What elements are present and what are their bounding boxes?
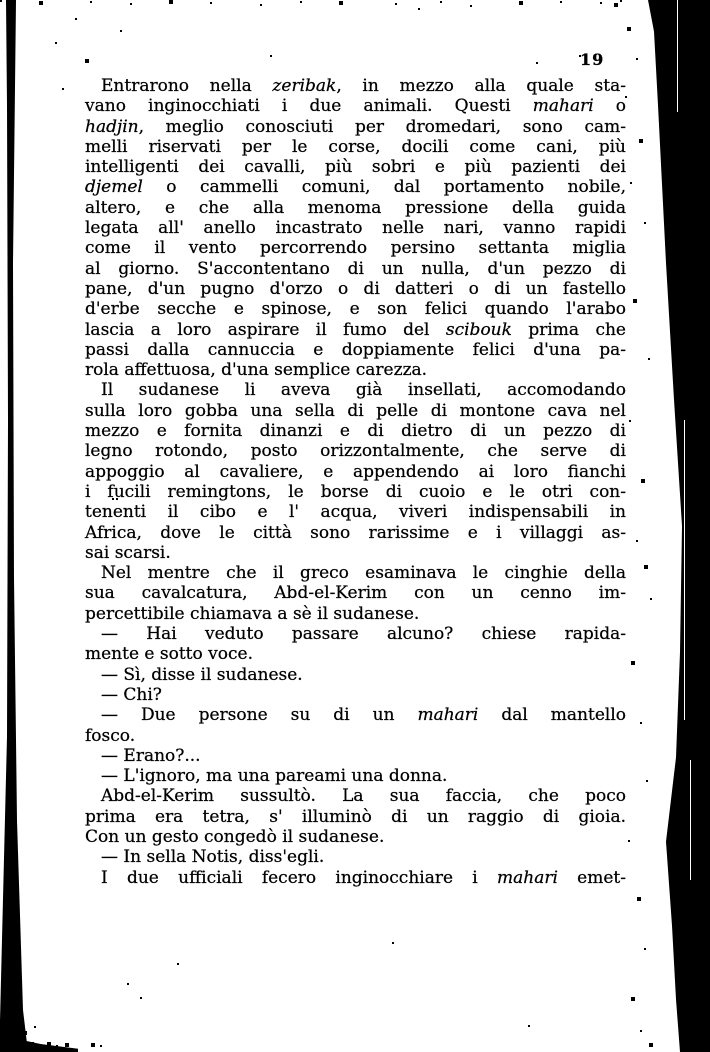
text-line: — Sì, disse il sudanese. xyxy=(101,664,303,685)
scan-edge-right xyxy=(630,0,710,1052)
text-line: come il vento percorrendo persino settanta miglia xyxy=(85,238,626,259)
text-line: al giorno. S'accontentano di un nulla, d'un pezzo di xyxy=(85,258,626,279)
text-line: Africa, dove le città sono rarissime e i villaggi as- xyxy=(85,522,626,543)
scan-scratch xyxy=(684,420,685,720)
text-line: lascia a loro aspirare il fumo del scibouk prima che xyxy=(85,319,626,340)
text-line: Nel mentre che il greco esaminava le cinghie della xyxy=(101,563,626,584)
scan-speckles-body xyxy=(0,0,2,2)
text-line: hadjin, meglio conosciuti per dromedari, sono cam- xyxy=(85,116,626,137)
text-line: tenenti il cibo e l' acqua, viveri indispensabili in xyxy=(85,502,626,523)
scan-blot-bottom-left xyxy=(0,1036,78,1052)
text-line: vano inginocchiati i due animali. Questi mahari o xyxy=(85,96,627,117)
text-block xyxy=(85,76,626,888)
text-line: percettibile chiamava a sè il sudanese. xyxy=(85,603,420,624)
text-line: mezzo e fornita dinanzi e di dietro di un pezzo di xyxy=(85,421,626,442)
text-line: — In sella Notis, diss'egli. xyxy=(101,847,325,868)
text-line: intelligenti dei cavalli, più sobri e più pazienti dei xyxy=(85,157,626,178)
scan-speckles-bottom xyxy=(0,1040,2,1042)
text-line: mente e sotto voce. xyxy=(85,644,253,665)
text-line: djemel o cammelli comuni, dal portamento nobile, xyxy=(85,177,626,198)
text-line: fosco. xyxy=(85,725,136,746)
text-line: Il sudanese li aveva già insellati, accomodando xyxy=(101,380,626,401)
text-line: — Due persone su di un mahari dal mantello xyxy=(101,705,626,726)
page-number: 19 xyxy=(580,50,605,69)
text-line: I due ufficiali fecero inginocchiare i mahari emet- xyxy=(101,867,626,888)
text-line: appoggio al cavaliere, e appendendo ai loro fianchi xyxy=(85,461,626,482)
text-line: Entrarono nella zeribak, in mezzo alla quale sta- xyxy=(101,76,626,96)
scan-scratch xyxy=(677,0,678,112)
binding-shadow-left xyxy=(0,0,30,1052)
text-line: legno rotondo, posto orizzontalmente, che serve di xyxy=(85,441,626,462)
text-line: sulla loro gobba una sella di pelle di montone cava nel xyxy=(85,400,626,421)
text-line: rola affettuosa, d'una semplice carezza. xyxy=(85,360,428,381)
scan-speckles-right xyxy=(620,0,622,2)
text-line: melli riservati per le corse, docili come cani, più xyxy=(85,136,626,157)
text-line: sai scarsi. xyxy=(85,542,171,563)
text-line: altero, e che alla menoma pressione della guida xyxy=(85,197,626,218)
text-line: passi dalla cannuccia e doppiamente felici d'una pa- xyxy=(85,339,626,360)
text-line: — Chi? xyxy=(101,684,162,705)
text-line: prima era tetra, s' illuminò di un raggio di gioia. xyxy=(85,806,626,827)
scan-scratch xyxy=(690,760,691,880)
text-line: pane, d'un pugno d'orzo o di datteri o di un fastello xyxy=(85,278,626,299)
text-line: Con un gesto congedò il sudanese. xyxy=(85,826,385,847)
text-line: sua cavalcatura, Abd-el-Kerim con un cenno im- xyxy=(85,583,626,604)
text-line: i fucili remingtons, le borse di cuoio e le otri con- xyxy=(85,481,626,502)
text-line: d'erbe secche e spinose, e son felici quando l'arabo xyxy=(85,299,626,320)
text-line: legata all' anello incastrato nelle nari, vanno rapidi xyxy=(85,218,626,239)
text-line: Abd-el-Kerim sussultò. La sua faccia, che poco xyxy=(101,786,626,807)
text-line: — Hai veduto passare alcuno? chiese rapida- xyxy=(101,624,626,645)
text-line: — Erano?... xyxy=(101,745,201,766)
text-line: — L'ignoro, ma una pareami una donna. xyxy=(101,766,448,787)
